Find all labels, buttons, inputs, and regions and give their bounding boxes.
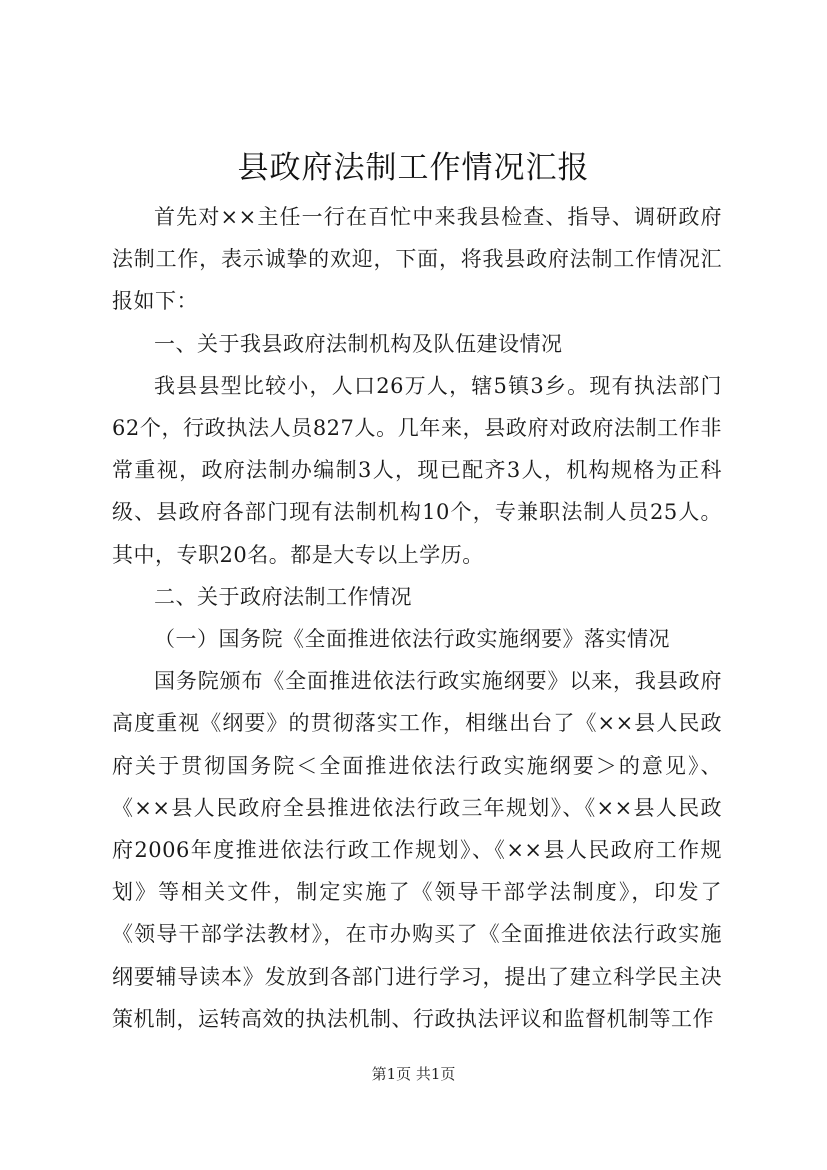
- section-heading-1: 一、关于我县政府法制机构及队伍建设情况: [154, 331, 563, 356]
- paragraph-intro: 首先对××主任一行在百忙中来我县检查、指导、调研政府法制工作，表示诚挚的欢迎，下面，将我县政府法制工作情况汇报如下：: [112, 205, 722, 314]
- document-body: [112, 196, 722, 1040]
- subsection-heading-1: （一）国务院《全面推进依法行政实施纲要》落实情况: [154, 627, 670, 652]
- paragraph-organization: 我县县型比较小，人口26万人，辖5镇3乡。现有执法部门62个，行政执法人员827人。几年来，县政府对政府法制工作非常重视，政府法制办编制3人，现已配齐3人，机构规格为正科级、县政府各部门现有法制机构10个，专兼职法制人员25人。其中，专职20名。都是大专以上学历。: [112, 373, 722, 567]
- document-title: 县政府法制工作情况汇报: [237, 150, 590, 186]
- paragraph-implementation: 国务院颁布《全面推进依法行政实施纲要》以来，我县政府高度重视《纲要》的贯彻落实工作，相继出台了《××县人民政府关于贯彻国务院＜全面推进依法行政实施纲要＞的意见》、《××县人民政府全县推进依法行政三年规划》、《××县人民政府2006年度推进依法行政工作规划》、《××县人民政府工作规划》等相关文件，制定实施了《领导干部学法制度》，印发了《领导干部学法教材》，在市办购买了《全面推进依法行政实施纲要辅导读本》发放到各部门进行学习，提出了建立科学民主决策机制，运转高效的执法机制、行政执法评议和监督机制等工作: [112, 669, 722, 1031]
- page-footer: 第1页 共1页: [371, 1065, 456, 1083]
- section-heading-2: 二、关于政府法制工作情况: [154, 584, 412, 609]
